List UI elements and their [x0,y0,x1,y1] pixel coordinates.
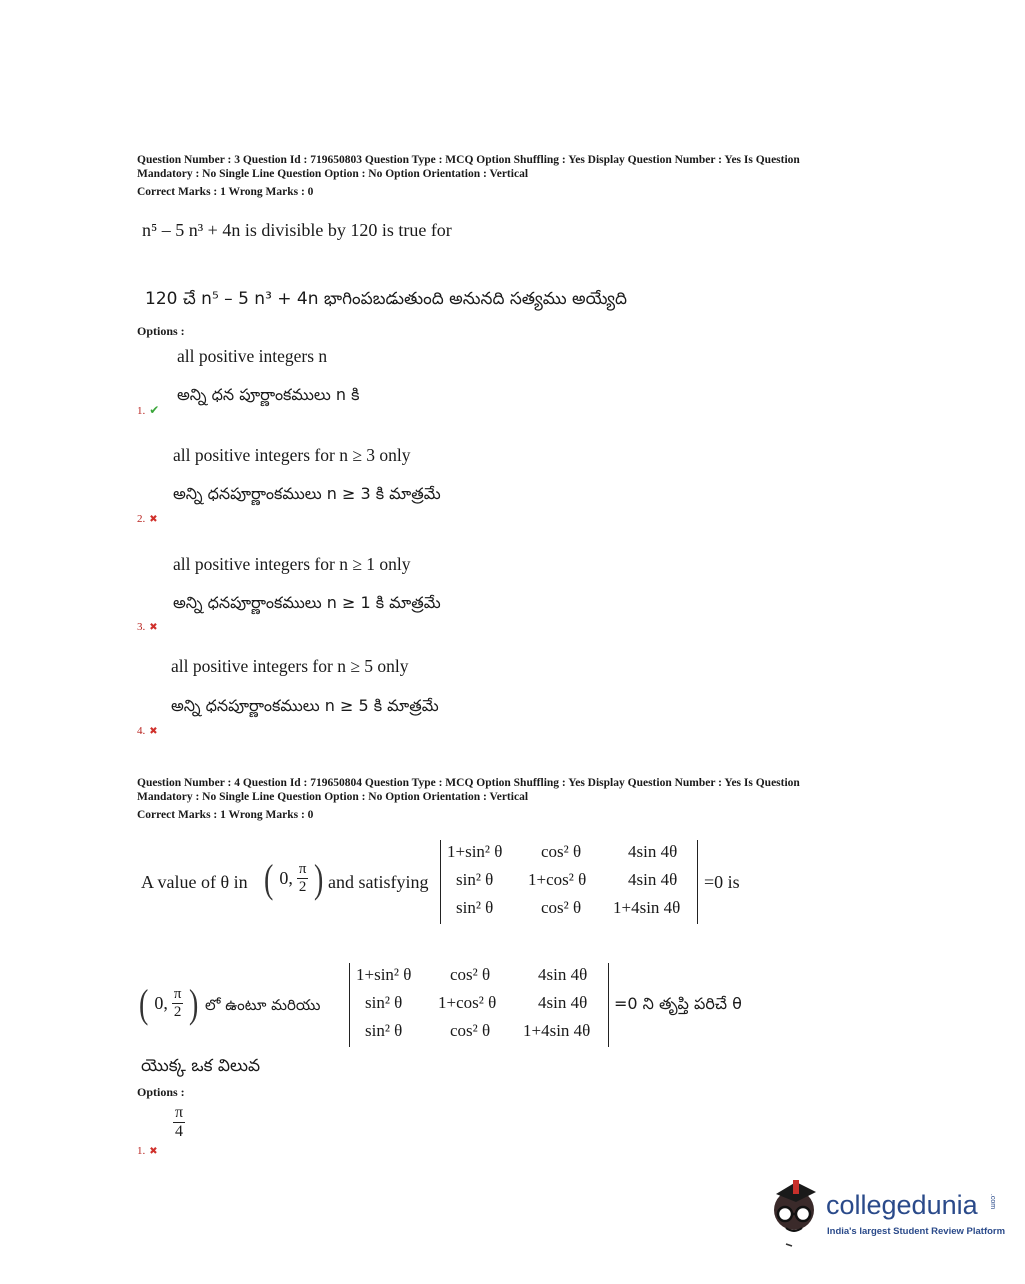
matrix-cell: 4sin 4θ [538,965,588,984]
q3-question-te: 120 చే n⁵ – 5 n³ + 4n భాగింపబడుతుంది అనునది సత్యము అయ్యేది [145,289,628,309]
logo-name: collegedunia [826,1190,978,1220]
q3-option-1-marker [137,401,159,419]
q3-meta-line2: Mandatory : No Single Line Question Option : No Option Orientation : Vertical [137,168,529,180]
q4-marks: Correct Marks : 1 Wrong Marks : 0 [137,809,314,821]
q3-options-label: Options : [137,324,185,338]
matrix-cell: 1+cos² θ [528,870,587,889]
q3-option-4-te: అన్ని ధనపూర్ణాంకములు n ≥ 5 కి మాత్రమే [171,696,439,715]
q3-option-4-en: all positive integers for n ≥ 5 only [171,656,409,676]
q3-option-2-marker [137,509,158,527]
q4-question-en-mid: and satisfying [328,872,429,892]
matrix-cell: sin² θ [365,993,403,1012]
q3-option-2-te: అన్ని ధనపూర్ణాంకములు n ≥ 3 కి మాత్రమే [173,484,441,503]
q4-option-1-marker [137,1141,158,1159]
matrix-cell: 1+4sin 4θ [613,898,681,917]
q4-determinant-te [349,963,609,1047]
q3-option-3-en: all positive integers for n ≥ 1 only [173,554,411,574]
q3-option-1-number: 1. [137,405,146,417]
q4-interval-en: ( 0, $\frac{\pi}{2}$ ) [263,856,324,901]
matrix-cell: cos² θ [541,842,582,861]
matrix-cell: 4sin 4θ [538,993,588,1012]
collegedunia-logo [766,1176,1006,1250]
matrix-cell: sin² θ [456,870,494,889]
wrong-cross-icon: ✖ [149,726,158,737]
q4-determinant-en [440,840,698,924]
q4-question-te-line2: యొక్క ఒక విలువ [141,1056,261,1076]
matrix-cell: sin² θ [456,898,494,917]
q4-meta-line2: Mandatory : No Single Line Question Option : No Option Orientation : Vertical [137,791,529,803]
wrong-cross-icon: ✖ [149,514,158,525]
q3-question-en: n⁵ – 5 n³ + 4n is divisible by 120 is true for [142,220,452,240]
matrix-cell: cos² θ [450,1021,491,1040]
matrix-cell: 1+4sin 4θ [523,1021,591,1040]
q3-option-4-marker [137,721,158,739]
matrix-cell: 1+cos² θ [438,993,497,1012]
matrix-cell: 1+sin² θ [356,965,412,984]
q4-interval-fraction: $\frac{\pi}{2}$ [298,861,307,895]
q4-question-en-prefix: A value of θ in [141,872,248,892]
wrong-cross-icon: ✖ [149,1146,158,1157]
q4-question-te-mid: లో ఉంటూ మరియు [205,996,321,1014]
q3-option-4-number: 4. [137,725,146,737]
matrix-cell: cos² θ [541,898,582,917]
q3-option-3-number: 3. [137,621,146,633]
q4-question-en-suffix: =0 is [704,872,740,892]
q4-option-1-value [173,1104,185,1141]
q3-option-2-number: 2. [137,513,146,525]
q3-option-3-te: అన్ని ధనపూర్ణాంకములు n ≥ 1 కి మాత్రమే [173,593,441,612]
correct-check-icon: ✔ [149,403,160,417]
q4-interval-left: 0, [279,868,293,888]
matrix-cell: sin² θ [365,1021,403,1040]
q4-question-te-suffix: =0 ని తృప్తి పరిచే θ [614,994,742,1013]
logo-suffix: .com [989,1193,997,1210]
matrix-cell: 1+sin² θ [447,842,503,861]
wrong-cross-icon: ✖ [149,622,158,633]
q3-option-1-te: అన్ని ధన పూర్ణాంకములు n కి [177,385,360,404]
matrix-cell: 4sin 4θ [628,842,678,861]
mascot-logo-icon [766,1176,826,1248]
matrix-cell: 4sin 4θ [628,870,678,889]
q4-option-1-number: 1. [137,1145,146,1157]
q4-meta-line1: Question Number : 4 Question Id : 719650804 Question Type : MCQ Option Shuffling : Yes Display Question Number : Yes Is Question [137,777,800,789]
logo-tagline: India's largest Student Review Platform [827,1226,1006,1237]
q3-meta-line1: Question Number : 3 Question Id : 719650803 Question Type : MCQ Option Shuffling : Yes Display Question Number : Yes Is Question [137,154,800,166]
q4-interval-fraction: $\frac{\pi}{2}$ [173,986,182,1020]
q3-option-3-marker [137,617,158,635]
matrix-cell: cos² θ [450,965,491,984]
q4-interval-te: ( 0, $\frac{\pi}{2}$ ) [138,981,199,1026]
q4-options-label: Options : [137,1085,185,1099]
q3-marks: Correct Marks : 1 Wrong Marks : 0 [137,186,314,198]
q3-option-1-en: all positive integers n [177,346,328,366]
q3-option-2-en: all positive integers for n ≥ 3 only [173,445,411,465]
q4-option-1-fraction: $\frac{\pi}{4}$ [175,1104,184,1140]
q4-interval-left: 0, [154,993,168,1013]
